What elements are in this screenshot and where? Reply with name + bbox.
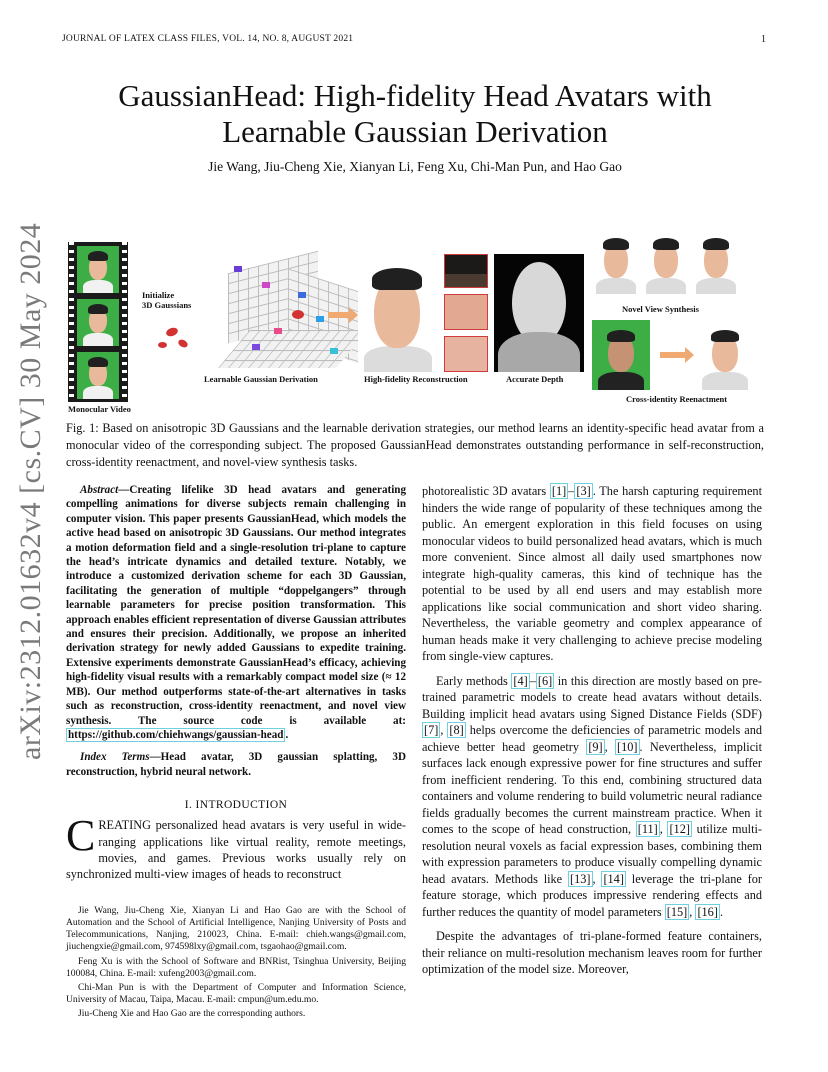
citation-link[interactable]: [16] xyxy=(697,904,718,919)
gaussian-blob xyxy=(158,342,167,348)
reenactment-source xyxy=(592,320,650,390)
label-initialize: Initialize xyxy=(142,290,175,300)
abstract-lead: Abstract xyxy=(80,484,119,496)
film-perforations-left xyxy=(69,242,74,402)
running-header: JOURNAL OF LATEX CLASS FILES, VOL. 14, NO. 8, AUGUST 2021 xyxy=(62,34,354,44)
citation-link[interactable]: [8] xyxy=(449,723,464,737)
title-line-1: GaussianHead: High-fidelity Head Avatars with xyxy=(118,78,712,113)
footnotes xyxy=(66,905,406,1021)
index-terms-lead: Index Terms xyxy=(80,751,150,764)
gaussian-blob xyxy=(165,326,179,338)
citation-link[interactable]: [3] xyxy=(576,484,591,498)
label-novel-view-synthesis: Novel View Synthesis xyxy=(622,304,699,314)
author-list: Jie Wang, Jiu-Cheng Xie, Xianyan Li, Feng Xu, Chi-Man Pun, and Hao Gao xyxy=(208,159,622,174)
page-number: 1 xyxy=(761,34,766,45)
index-terms xyxy=(66,750,406,779)
arrow-to-reconstruction xyxy=(328,312,350,318)
reenactment-result xyxy=(696,320,754,390)
video-frame xyxy=(77,299,119,346)
arxiv-stamp: arXiv:2312.01632v4 [cs.CV] 30 May 2024 xyxy=(14,222,47,760)
novel-view-left xyxy=(592,232,640,294)
left-column xyxy=(66,483,406,1023)
citation-link[interactable]: [4] xyxy=(513,673,528,688)
body-paragraph: photorealistic 3D avatars [1] – [3] . The harsh capturing requirement hinders the wide range of popularity of these techniques among the public. An emergent exploration in this field focuses on using monocular videos to build personalized head avatars, which is much more convenient. Since almost all daily used smartphones now integrate high-quality cameras, this kind of technique has the potential to be used by all end users and may establish more applications like social communication and short video sharing. Nevertheless, the variable geometry and complex appearance of human heads make it very challenging to achieve precise modeling from single-view captures. xyxy=(422,484,762,663)
intro-paragraph xyxy=(66,811,406,883)
citation-link[interactable]: [7] xyxy=(424,723,439,737)
footnote: Jiu-Cheng Xie and Hao Gao are the corresponding authors. xyxy=(78,1008,306,1020)
detail-crop-chin xyxy=(444,336,488,372)
intro-text: REATING personalized head avatars is very useful in wide-ranging applications like virtual reality, remote meetings, movies, and games. Previous works usually rely on synchronized multi-view images of heads to reconstruct xyxy=(66,818,406,882)
citation-link[interactable]: [13] xyxy=(570,871,591,886)
novel-view-front xyxy=(642,232,690,294)
right-column xyxy=(422,483,762,978)
body-paragraph: Early methods [4] – [6] in this direction are mostly based on pre-trained parametric models to create head avatars without details. Building implicit head avatars using Signed Distance Fields (SDF) [7] , [8] helps overcome the deficiencies of parametric models and achieve better head geometry [9] , [10] . Nevertheless, implicit surfaces lack enough expressive power for fine structures and suffer from inefficient rendering. To this end, combining structured data containers and volume rendering to build volumetric neural radiance fields gradually becomes the current mainstream practice. When it comes to the scope of head construction, [11] , [12] utilize multi-resolution neural voxels as facial expression bases, combining them with expression parameters to produce visually compelling dynamic head avatars. Methods like [13] , [14] leverage the tri-plane for feature storage, which produces impressive rendering effects and further reduces the quantity of model parameters [15] , [16] . xyxy=(422,673,763,919)
abstract: Abstract—Creating lifelike 3D head avatars and generating compelling animations for diverse subjects remain challenging in computer vision. This paper presents GaussianHead, which models the active head based on anisotropic 3D Gaussians. Our method integrates a motion deformation field and a single-resolution tri-plane to capture the head’s intricate dynamics and detailed texture. Notably, we introduce a customized derivation scheme for each 3D Gaussian, facilitating the generation of multiple “doppelgangers” through learnable parameters for precise position transformation. This approach enables efficient representation of diverse Gaussian attributes and ensures their precision. Additionally, we propose an inherited derivation strategy for newly added Gaussians to expedite training. Extensive experiments demonstrate GaussianHead’s efficacy, achieving high-fidelity visual results with a remarkably compact model size (≈ 12 MB). Our method outperforms state-of-the-art alternatives in tasks such as reconstruction, cross-identity reenactment, and novel view synthesis. The source code is available at: https://github.com/chiehwangs/gaussian-head . xyxy=(66,484,406,741)
citation-link[interactable]: [15] xyxy=(666,904,688,919)
novel-view-right xyxy=(692,232,740,294)
label-learnable-derivation: Learnable Gaussian Derivation xyxy=(204,374,318,384)
arrow-reenactment xyxy=(660,352,686,358)
citation-link[interactable]: [12] xyxy=(669,822,690,836)
gaussian-blob xyxy=(292,310,304,319)
label-accurate-depth: Accurate Depth xyxy=(506,374,564,384)
label-monocular-video: Monocular Video xyxy=(68,404,131,414)
citation-link[interactable]: [14] xyxy=(603,871,624,886)
abstract-body: —Creating lifelike 3D head avatars and generating compelling animations for diverse subjects remain challenging in computer vision. This paper presents GaussianHead, which models the active head based on anisotropic 3D Gaussians. Our method integrates a motion deformation field and a single-resolution tri-plane to capture the head’s intricate dynamics and detailed texture. Notably, we introduce a customized derivation scheme for each 3D Gaussian, facilitating the generation of multiple “doppelgangers” through learnable parameters for precise position transformation. This approach enables efficient representation of diverse Gaussian attributes and ensures their precision. Additionally, we propose an inherited derivation strategy for newly added Gaussians to expedite training. Extensive experiments demonstrate GaussianHead’s efficacy, achieving high-fidelity visual results with a remarkably compact model size (≈ 12 MB). Our method outperforms state-of-the-art alternatives in tasks such as reconstruction, cross-identity reenactment, and novel view synthesis. The source code is available at: xyxy=(66,484,406,727)
citation-link[interactable]: [6] xyxy=(537,673,553,688)
footnote: Jie Wang, Jiu-Cheng Xie, Xianyan Li and Hao Gao are with the School of Automation and the School of Artificial Intelligence, Nanjing University of Posts and Telecommunications, Nanjing, 210023, China. E-mail: chieh.wangs@gmail.com, jiuchengxie@gmail.com, 974598lxy@gmail.com, tsgaohao@gmail.com. xyxy=(66,904,406,953)
label-3d-gaussians: 3D Gaussians xyxy=(142,300,192,310)
paper-title xyxy=(70,78,760,150)
detail-crop-hair xyxy=(444,254,488,288)
footnote: Chi-Man Pun is with the Department of Computer and Information Science, University of Macau, Taipa, Macau. E-mail: cmpun@um.edu.mo. xyxy=(66,981,406,1006)
gaussian-blob xyxy=(177,338,189,349)
label-cross-identity-reenactment: Cross-identity Reenactment xyxy=(626,394,728,404)
detail-crop-skin xyxy=(444,294,488,330)
citation-link[interactable]: [1] xyxy=(551,484,567,498)
figure-1 xyxy=(66,232,766,414)
label-high-fidelity-reconstruction: High-fidelity Reconstruction xyxy=(364,374,468,384)
section-heading-introduction: I. INTRODUCTION xyxy=(184,799,288,812)
reconstruction-render xyxy=(358,254,438,372)
video-frame xyxy=(77,246,119,293)
citation-link[interactable]: [10] xyxy=(617,739,638,754)
index-terms-body: —Head avatar, 3D gaussian splatting, 3D reconstruction, hybrid neural network. xyxy=(66,751,406,778)
body-paragraph: Despite the advantages of tri-plane-formed feature containers, their reliance on multi-resolution mechanism leaves room for further optimization of the model size. Moreover, xyxy=(422,929,762,976)
footnote: Feng Xu is with the School of Software and BNRist, Tsinghua University, Beijing 100084, China. E-mail: xufeng2003@gmail.com. xyxy=(66,955,406,979)
citation-link[interactable]: [11] xyxy=(637,822,658,836)
video-frame xyxy=(77,352,119,399)
citation-link[interactable]: [9] xyxy=(588,739,603,754)
dropcap: C xyxy=(66,811,96,861)
figure-caption: Fig. 1: Based on anisotropic 3D Gaussians and the learnable derivation strategies, our method learns an identity-specific head avatar from a monocular video of the corresponding subject. The proposed GaussianHead demonstrates outstanding performance in self-reconstruction, cross-identity reenactment, and novel-view synthesis tasks. xyxy=(66,421,764,469)
monocular-filmstrip xyxy=(68,242,128,402)
title-line-2: Learnable Gaussian Derivation xyxy=(222,114,608,149)
depth-map xyxy=(494,254,584,372)
source-code-link[interactable]: https://github.com/chiehwangs/gaussian-head xyxy=(68,728,284,741)
film-perforations-right xyxy=(122,242,127,402)
